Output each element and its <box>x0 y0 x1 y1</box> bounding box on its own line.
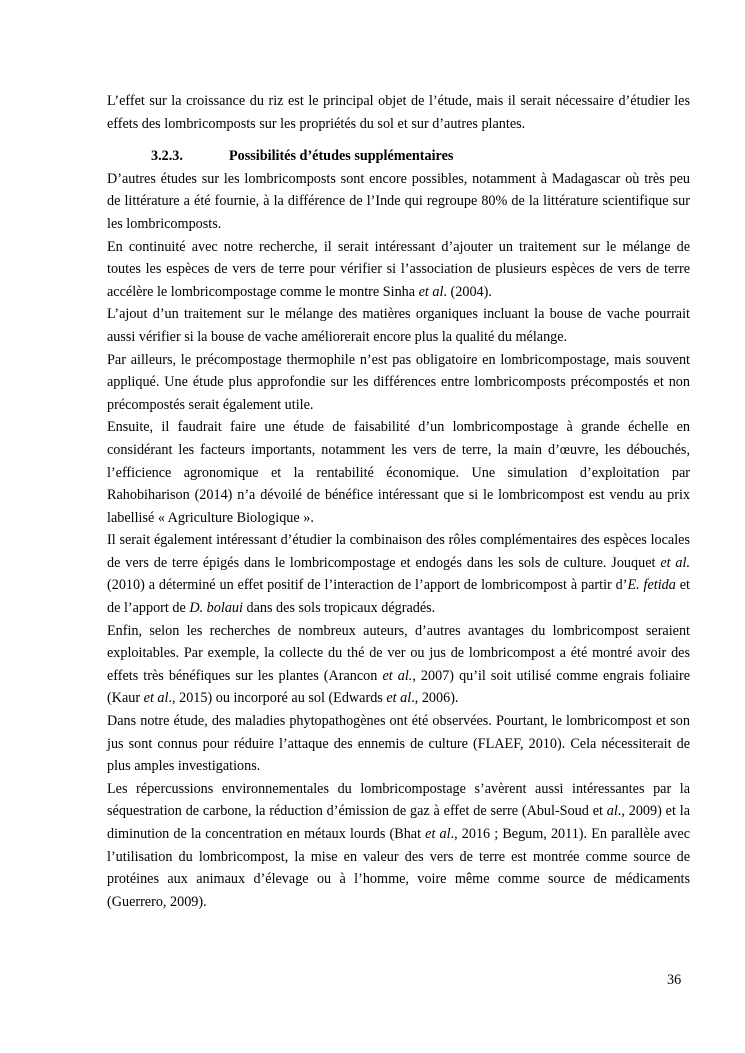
paragraph-7-italic: et al <box>143 690 169 707</box>
paragraph-1: D’autres études sur les lombricomposts sont encore possibles, notamment à Madagascar où très peu de littérature a été fournie, à la différence de l’Inde qui regroupe 80% de la littérature scientifique sur les lombricomposts. <box>107 170 690 232</box>
paragraph-4: Par ailleurs, le précompostage thermophile n’est pas obligatoire en lombricompostage, mais souvent appliqué. Une étude plus approfondie sur les différences entre lombricomposts précompostés et non précompostés serait également utile. <box>107 351 690 413</box>
paragraph-7-text: ., 2015) ou incorporé au sol (Edwards <box>168 690 387 707</box>
paragraph-6-italic: et al. <box>660 554 690 571</box>
paragraph-6-text: et de l’apport de <box>107 577 690 617</box>
paragraph-6-species: E. fetida <box>627 577 676 594</box>
paragraph-6 <box>107 529 690 619</box>
paragraph-2-italic: et al <box>418 283 444 300</box>
paragraph-9-text: Les répercussions environnementales du lombricompostage s’avèrent aussi intéressantes par la séquestration de carbone, la réduction d’émission de gaz à effet de serre (Abul-Soud et <box>107 780 690 820</box>
paragraph-6-text: (2010) a déterminé un effet positif de l’interaction de l’apport de lombricompost à partir d’ <box>107 577 628 594</box>
paragraph-5: Ensuite, il faudrait faire une étude de faisabilité d’un lombricompostage à grande échelle en considérant les facteurs importants, notamment les vers de terre, la main d’œuvre, les débouchés, l’efficience agronomique et la rentabilité économique. Une simulation d’exploitation par Rahobiharison (2014) n’a dévoilé de bénéfice intéressant que si le lombricompost est vendu au prix labellisé « Agriculture Biologique ». <box>107 419 690 526</box>
paragraph-2-text-end: . (2004). <box>443 283 492 300</box>
paragraph-2-text: En continuité avec notre recherche, il serait intéressant d’ajouter un traitement sur le mélange de toutes les espèces de vers de terre pour vérifier si l’association de plusieurs espèces de vers de terre accélère le lombricompostage comme le montre Sinha <box>107 238 690 300</box>
paragraph-9-italic: al <box>606 803 618 820</box>
paragraph-9-italic: et al <box>425 826 451 842</box>
paragraph-7-text: , 2007) qu’il soit utilisé comme engrais foliaire (Kaur <box>107 667 691 707</box>
paragraph-8: Dans notre étude, des maladies phytopathogènes ont été observées. Pourtant, le lombricompost et son jus sont connus pour réduire l’attaque des ennemis de culture (FLAEF, 2010). Cela nécessiterait de plus amples investigations. <box>107 713 690 775</box>
paragraph-6-text: Il serait également intéressant d’étudier la combinaison des rôles complémentaires des espèces locales de vers de terre épigés dans le lombricompostage et endogés dans les sols de culture. Jouquet <box>107 532 690 571</box>
paragraph-7-italic: et al <box>386 690 412 707</box>
section-title: Possibilités d’études supplémentaires <box>229 148 454 165</box>
paragraph-3: L’ajout d’un traitement sur le mélange des matières organiques incluant la bouse de vache pourrait aussi vérifier si la bouse de vache améliorerait encore plus la qualité du mélange. <box>107 306 690 345</box>
section-heading <box>151 145 690 168</box>
page-body <box>107 90 690 913</box>
paragraph-7-text: Enfin, selon les recherches de nombreux auteurs, d’autres avantages du lombricompost seraient exploitables. Par exemple, la collecte du thé de ver ou jus de lombricompost a été montré avoir des effets très bénéfiques sur les plantes (Arancon <box>107 622 690 684</box>
paragraph-9-text: ., 2009) et la diminution de la concentration en métaux lourds (Bhat <box>107 803 690 842</box>
intro-paragraph: L’effet sur la croissance du riz est le principal objet de l’étude, mais il serait nécessaire d’étudier les effets des lombricomposts sur les propriétés du sol et sur d’autres plantes. <box>107 93 690 132</box>
paragraph-7-italic: et al. <box>382 667 413 684</box>
paragraph-2 <box>107 236 690 304</box>
page-number: 36 <box>667 972 682 988</box>
paragraph-6-species: D. bolaui <box>189 600 243 617</box>
paragraph-6-text: dans des sols tropicaux dégradés. <box>242 600 436 617</box>
section-number: 3.2.3. <box>151 148 183 165</box>
paragraph-7-text: ., 2006). <box>411 690 459 707</box>
paragraph-7 <box>107 620 690 710</box>
paragraph-9 <box>107 778 690 914</box>
paragraph-9-text: ., 2016 ; Begum, 2011). En parallèle avec l’utilisation du lombricompost, la mise en valeur des vers de terre est montrée comme source de protéines aux animaux d’élevage ou à l’homme, voire même comme source de médicaments (Guerrero, 2009). <box>107 826 690 910</box>
